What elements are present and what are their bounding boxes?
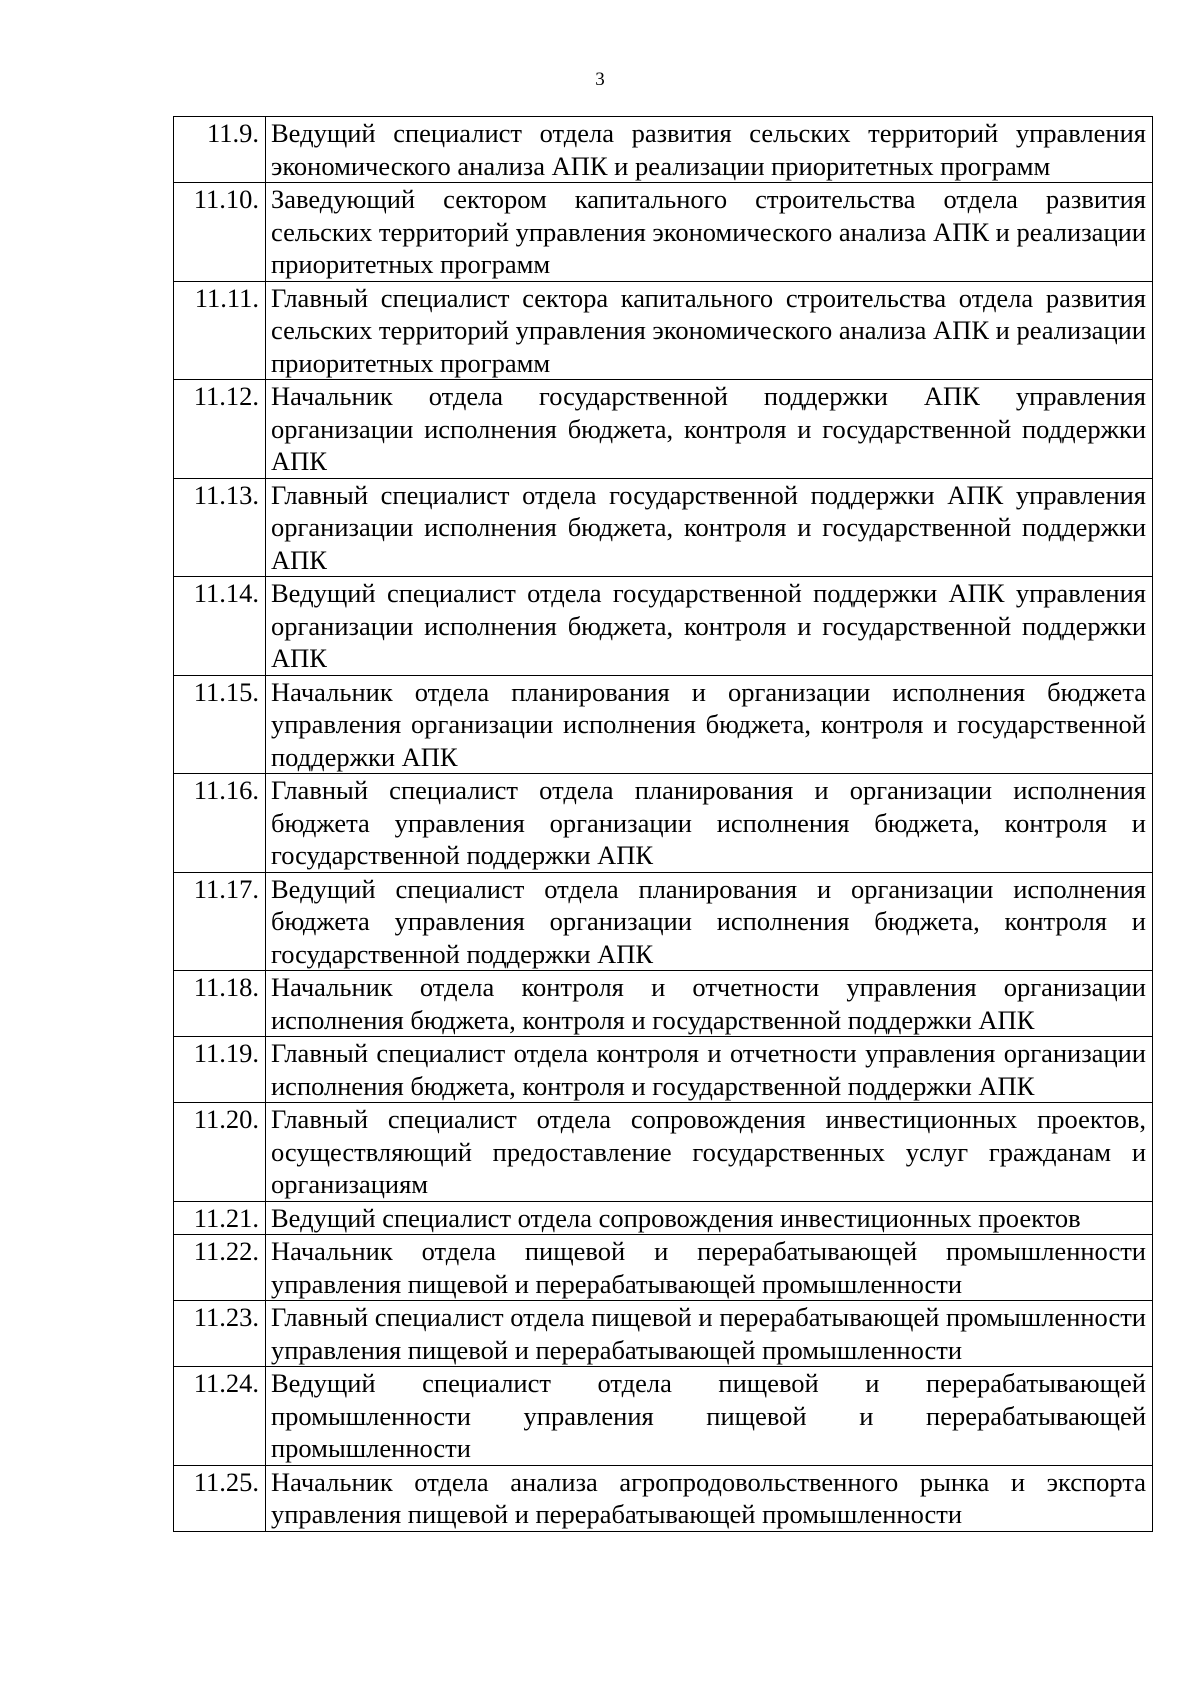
table-row [174,675,1153,774]
table-row [174,380,1153,479]
positions-table [173,116,1153,1532]
position-title: Главный специалист отдела пищевой и перерабатывающей промышленности управления пищевой и перерабатывающей промышленности [266,1301,1153,1367]
row-number: 11.20. [174,1103,266,1202]
table-row [174,1367,1153,1466]
table-row [174,577,1153,676]
position-title: Ведущий специалист отдела сопровождения инвестиционных проектов [266,1201,1153,1235]
table-row [174,1465,1153,1531]
position-title: Главный специалист отдела государственной поддержки АПК управления организации исполнения бюджета, контроля и государственной поддержки АПК [266,478,1153,577]
position-title: Ведущий специалист отдела планирования и организации исполнения бюджета управления организации исполнения бюджета, контроля и государственной поддержки АПК [266,872,1153,971]
row-number: 11.16. [174,774,266,873]
row-number: 11.11. [174,281,266,380]
table-row [174,1235,1153,1301]
table-row [174,281,1153,380]
page-number: 3 [595,69,605,90]
table-row [174,971,1153,1037]
position-title: Ведущий специалист отдела государственной поддержки АПК управления организации исполнения бюджета, контроля и государственной поддержки АПК [266,577,1153,676]
row-number: 11.22. [174,1235,266,1301]
row-number: 11.19. [174,1037,266,1103]
table-row [174,1301,1153,1367]
row-number: 11.12. [174,380,266,479]
position-title: Ведущий специалист отдела пищевой и перерабатывающей промышленности управления пищевой и перерабатывающей промышленности [266,1367,1153,1466]
row-number: 11.17. [174,872,266,971]
table-row [174,117,1153,183]
positions-table-body [174,117,1153,1532]
row-number: 11.18. [174,971,266,1037]
position-title: Главный специалист отдела контроля и отчетности управления организации исполнения бюджета, контроля и государственной поддержки АПК [266,1037,1153,1103]
row-number: 11.13. [174,478,266,577]
position-title: Начальник отдела контроля и отчетности управления организации исполнения бюджета, контроля и государственной поддержки АПК [266,971,1153,1037]
row-number: 11.23. [174,1301,266,1367]
row-number: 11.24. [174,1367,266,1466]
position-title: Ведущий специалист отдела развития сельских территорий управления экономического анализа АПК и реализации приоритетных программ [266,117,1153,183]
position-title: Начальник отдела государственной поддержки АПК управления организации исполнения бюджета, контроля и государственной поддержки АПК [266,380,1153,479]
table-row [174,1103,1153,1202]
table-row [174,774,1153,873]
row-number: 11.9. [174,117,266,183]
row-number: 11.15. [174,675,266,774]
table-row [174,872,1153,971]
position-title: Главный специалист сектора капитального строительства отдела развития сельских территорий управления экономического анализа АПК и реализации приоритетных программ [266,281,1153,380]
position-title: Заведующий сектором капитального строительства отдела развития сельских территорий управления экономического анализа АПК и реализации приоритетных программ [266,183,1153,282]
table-row [174,1201,1153,1235]
row-number: 11.14. [174,577,266,676]
row-number: 11.25. [174,1465,266,1531]
position-title: Начальник отдела анализа агропродовольственного рынка и экспорта управления пищевой и перерабатывающей промышленности [266,1465,1153,1531]
position-title: Начальник отдела планирования и организации исполнения бюджета управления организации исполнения бюджета, контроля и государственной поддержки АПК [266,675,1153,774]
position-title: Начальник отдела пищевой и перерабатывающей промышленности управления пищевой и перерабатывающей промышленности [266,1235,1153,1301]
table-row [174,183,1153,282]
row-number: 11.10. [174,183,266,282]
row-number: 11.21. [174,1201,266,1235]
table-row [174,1037,1153,1103]
position-title: Главный специалист отдела сопровождения инвестиционных проектов, осуществляющий предоставление государственных услуг гражданам и организациям [266,1103,1153,1202]
table-row [174,478,1153,577]
position-title: Главный специалист отдела планирования и организации исполнения бюджета управления организации исполнения бюджета, контроля и государственной поддержки АПК [266,774,1153,873]
